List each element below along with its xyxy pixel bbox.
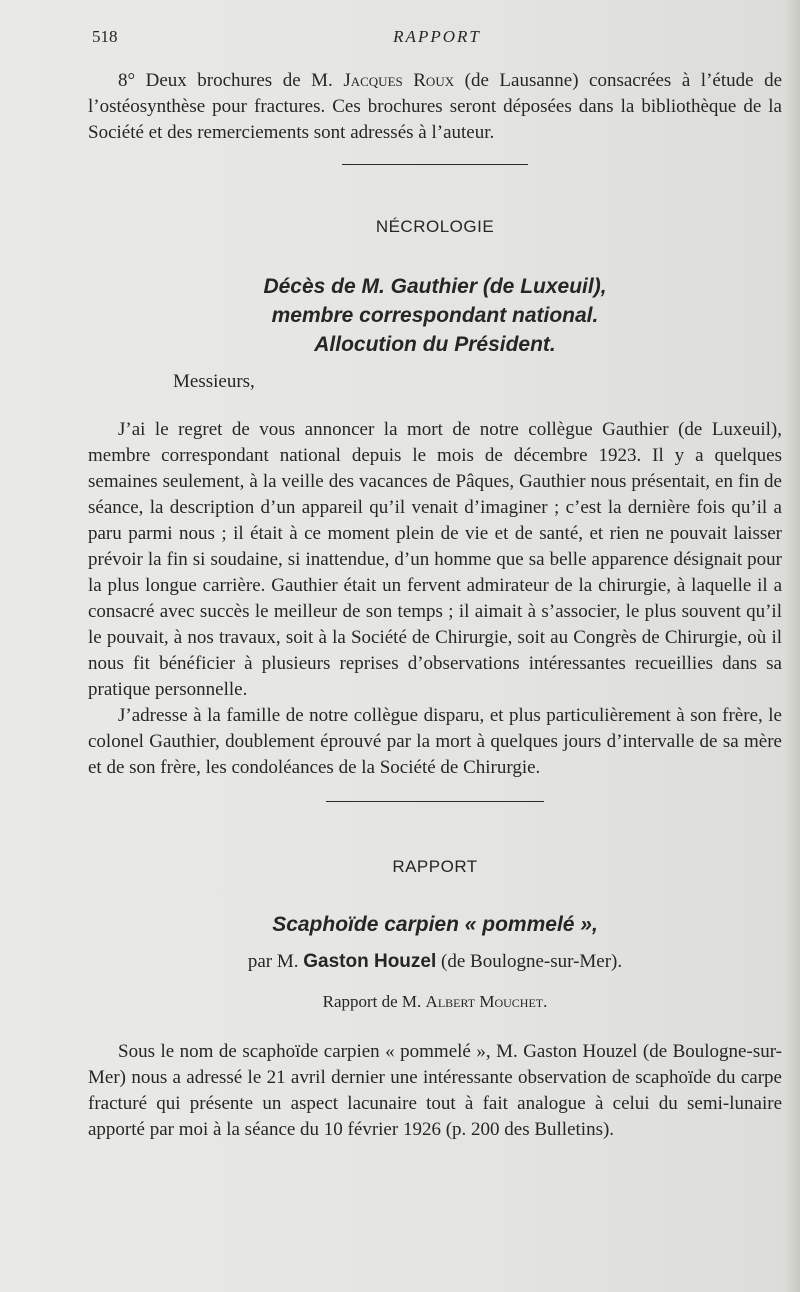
byline-prefix: par M. (247, 951, 304, 972)
rapport-title: Scaphoïde carpien « pommelé », (272, 913, 598, 936)
obituary-title-line-1: Décès de M. Gauthier (de Luxeuil), (263, 275, 607, 298)
byline-author: Gaston Houzel (303, 951, 437, 972)
necrologie-heading: NÉCROLOGIE (375, 217, 495, 236)
report-by-suffix: . (543, 992, 548, 1011)
rapport-paragraph: Sous le nom de scaphoïde carpien « pommelé », M. Gaston Houzel (de Boulogne-sur-Mer) nous a adressé le 21 avril dernier une intéressante observation de scaphoïde du carpe fracturé qui présente un aspect lacunaire tout à fait analogue à celui du semi-lunaire apporté par moi à la séance du 10 février 1926 (p. 200 des Bulletins). (88, 1041, 782, 1140)
page-header (92, 27, 782, 51)
page-edge-shadow (784, 0, 800, 1292)
section-divider (326, 801, 544, 802)
page-content (88, 68, 782, 1143)
obituary-paragraph-1: J’ai le regret de vous annoncer la mort de notre collègue Gauthier (de Luxeuil), membre correspondant national depuis le mois de décembre 1923. Il y a quelques semaines seulement, à la veille des vacances de Pâques, Gauthier nous présentait, en fin de séance, la description d’un appareil qu’il venait d’imaginer ; c’est la dernière fois qu’il a paru parmi nous ; il était à ce moment plein de vie et de santé, et rien ne pouvait laisser prévoir la fin si soudaine, si inattendue, d’un homme que sa belle apparence désignait pour la plus longue carrière. Gauthier était un fervent admirateur de la chirurgie, à laquelle il a consacré avec succès le meilleur de son temps ; il aimait à s’associer, le plus souvent qu’il le pouvait, à nos travaux, soit à la Société de Chirurgie, soit au Congrès de Chirurgie, où il nous fit bénéficier à plusieurs reprises d’observations intéressantes recueillies dans sa pratique personnelle. (88, 419, 782, 700)
section-divider (342, 164, 528, 165)
page-number: 518 (92, 27, 118, 46)
item-8-text-after: (de Lausanne) consacrées à l’étude de l’ostéosynthèse pour fractures. Ces brochures seront déposées dans la bibliothèque de la Société et des remerciements sont adressés à l’auteur. (88, 70, 782, 143)
report-by-prefix: Rapport de M. (322, 992, 426, 1011)
item-8-text-before: 8° Deux brochures de M. (118, 70, 344, 91)
obituary-title-line-3: Allocution du Président. (314, 333, 556, 356)
obituary-paragraph-2: J’adresse à la famille de notre collègue disparu, et plus particulièrement à son frère, le colonel Gauthier, doublement éprouvé par la mort à quelques jours d’intervalle de sa mère et de son frère, les condoléances de la Société de Chirurgie. (88, 705, 782, 778)
byline-suffix: (de Boulogne-sur-Mer). (436, 951, 623, 972)
rapport-byline (88, 949, 782, 975)
obituary-title (88, 272, 782, 359)
rapport-heading: RAPPORT (392, 857, 478, 876)
obituary-title-line-2: membre correspondant national. (271, 304, 599, 327)
running-head: RAPPORT (393, 27, 481, 46)
salutation: Messieurs, (173, 371, 255, 392)
item-8-paragraph (88, 68, 782, 146)
item-8-author: Jacques Roux (343, 70, 455, 91)
report-by-author: Albert Mouchet (425, 992, 544, 1011)
report-by-line (88, 989, 782, 1015)
